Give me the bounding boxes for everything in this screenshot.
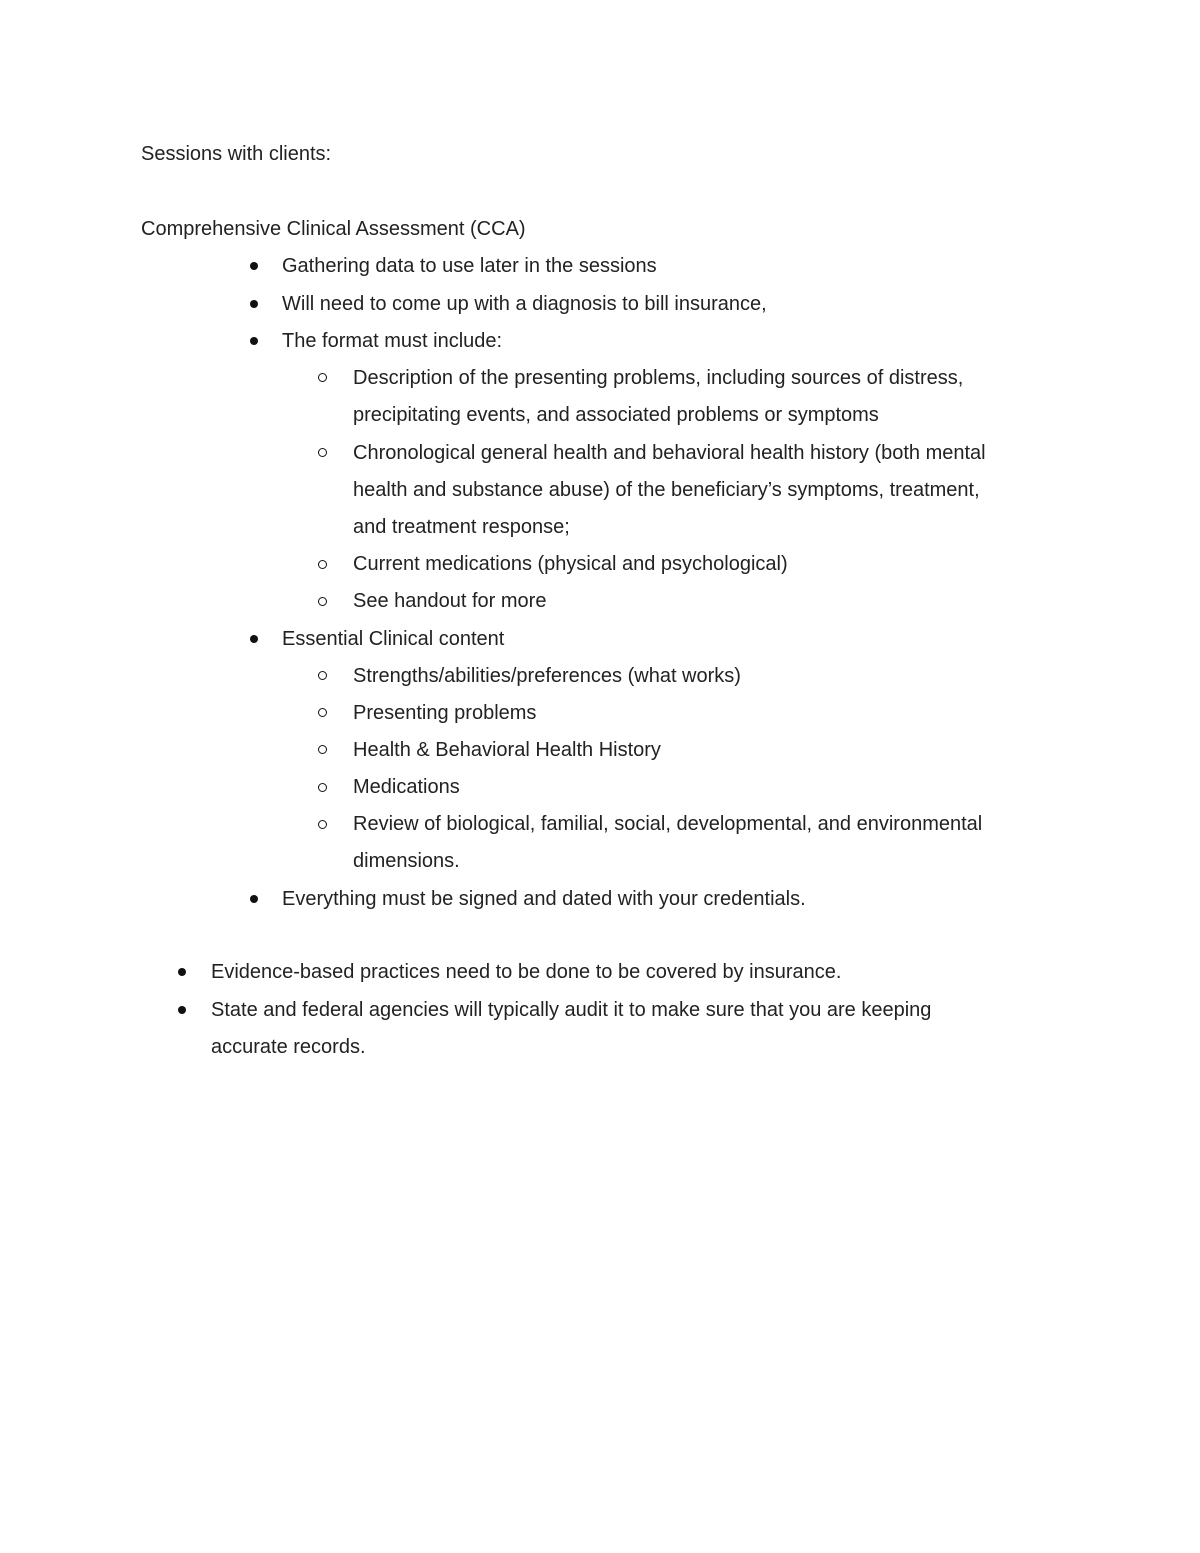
hollow-bullet-icon	[318, 671, 327, 680]
hollow-bullet-icon	[318, 745, 327, 754]
list-item-continuation: accurate records.	[211, 1036, 366, 1058]
hollow-bullet-icon	[318, 783, 327, 792]
section-title: Comprehensive Clinical Assessment (CCA)	[141, 218, 526, 240]
bullet-icon	[178, 1006, 186, 1014]
list-item: Medications	[353, 776, 460, 798]
hollow-bullet-icon	[318, 708, 327, 717]
hollow-bullet-icon	[318, 373, 327, 382]
bullet-icon	[250, 337, 258, 345]
list-item: Current medications (physical and psychological)	[353, 553, 788, 575]
list-item: Everything must be signed and dated with your credentials.	[282, 888, 806, 910]
hollow-bullet-icon	[318, 448, 327, 457]
document-heading: Sessions with clients:	[141, 143, 332, 165]
list-item: Health & Behavioral Health History	[353, 739, 661, 761]
list-item: Description of the presenting problems, including sources of distress,	[353, 367, 964, 389]
list-item: Gathering data to use later in the sessions	[282, 255, 657, 277]
list-item: Strengths/abilities/preferences (what works)	[353, 665, 741, 687]
list-item: Essential Clinical content	[282, 628, 505, 650]
list-item-continuation: health and substance abuse) of the beneficiary’s symptoms, treatment,	[353, 479, 980, 501]
hollow-bullet-icon	[318, 560, 327, 569]
list-item-continuation: and treatment response;	[353, 516, 570, 538]
hollow-bullet-icon	[318, 820, 327, 829]
list-item: State and federal agencies will typically audit it to make sure that you are keeping	[211, 999, 932, 1021]
list-item: Evidence-based practices need to be done to be covered by insurance.	[211, 961, 842, 983]
list-item-continuation: dimensions.	[353, 850, 460, 872]
bullet-icon	[250, 895, 258, 903]
bullet-icon	[250, 635, 258, 643]
list-item: Presenting problems	[353, 702, 537, 724]
bullet-icon	[178, 968, 186, 976]
hollow-bullet-icon	[318, 597, 327, 606]
list-item-continuation: precipitating events, and associated problems or symptoms	[353, 404, 879, 426]
list-item: Chronological general health and behavioral health history (both mental	[353, 442, 986, 464]
bullet-icon	[250, 262, 258, 270]
list-item: The format must include:	[282, 330, 503, 352]
list-item: Will need to come up with a diagnosis to bill insurance,	[282, 293, 767, 315]
list-item: Review of biological, familial, social, developmental, and environmental	[353, 813, 983, 835]
list-item: See handout for more	[353, 590, 547, 612]
bullet-icon	[250, 300, 258, 308]
